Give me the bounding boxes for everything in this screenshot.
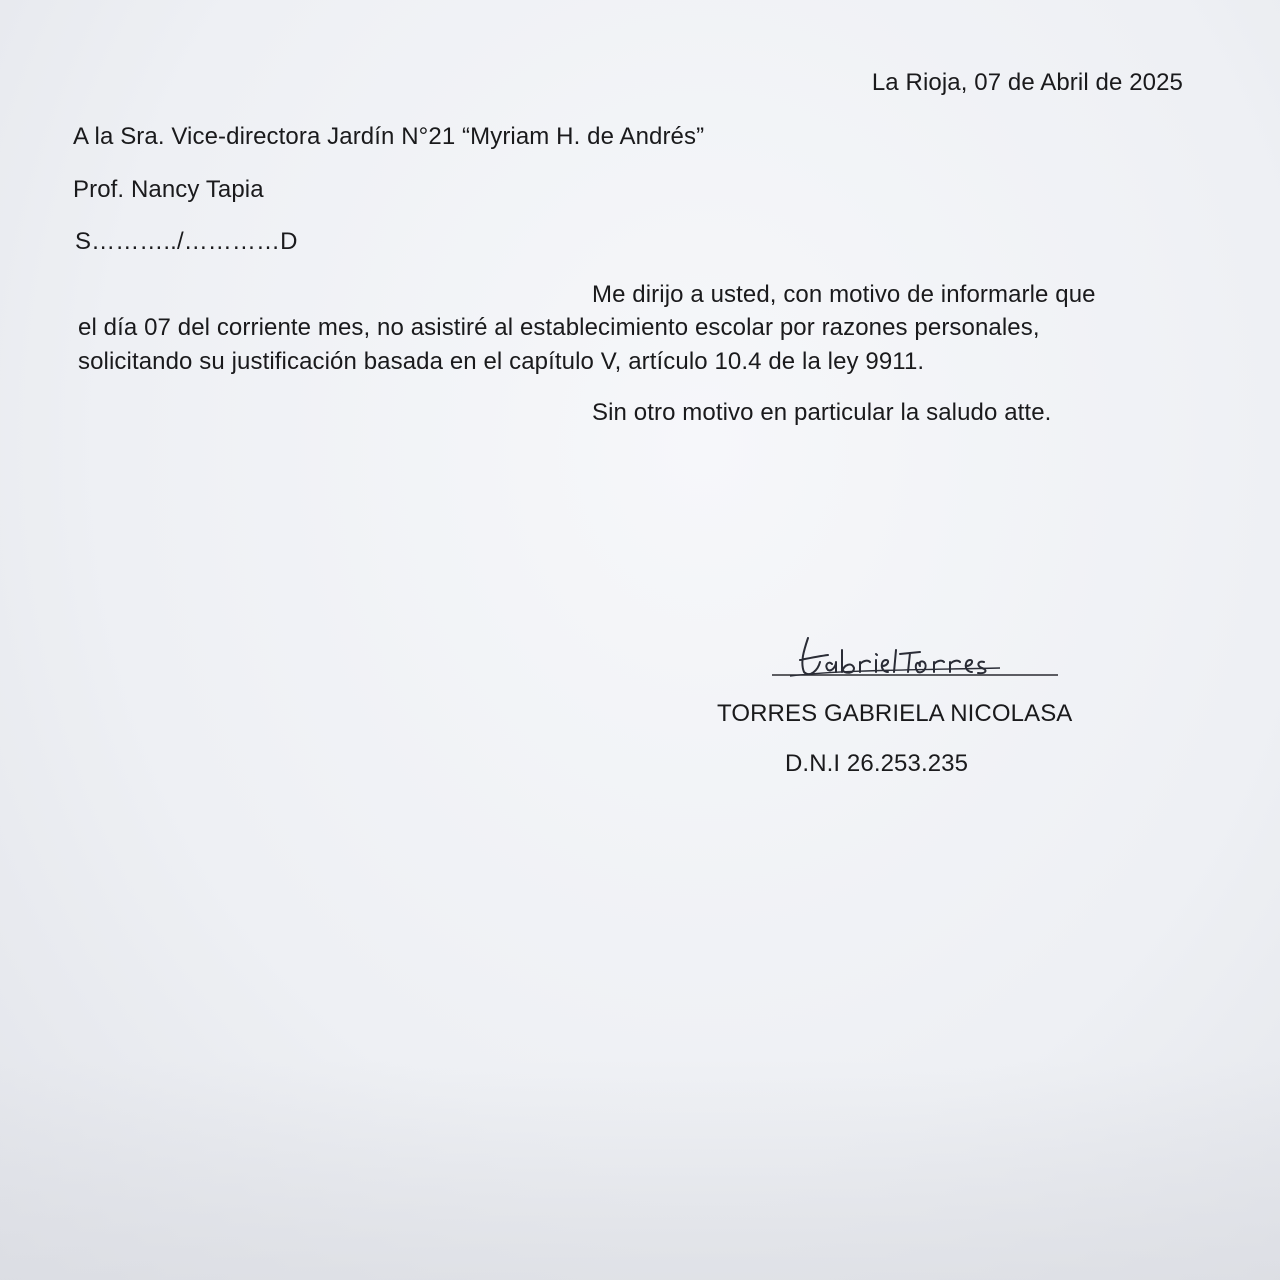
place-date: La Rioja, 07 de Abril de 2025 — [871, 69, 1183, 96]
salutation: S………../…………D — [75, 228, 298, 255]
handwritten-signature — [770, 620, 1070, 690]
body-paragraph-line-3: solicitando su justificación basada en el capítulo V, artículo 10.4 de la ley 9911. — [78, 348, 925, 375]
body-paragraph-line-1: Me dirijo a usted, con motivo de informarle que — [592, 281, 1096, 308]
body-paragraph-line-2: el día 07 del corriente mes, no asistiré al establecimiento escolar por razones personales, — [78, 314, 1040, 341]
addressee-line: A la Sra. Vice-directora Jardín N°21 “Myriam H. de Andrés” — [73, 123, 705, 150]
signer-name: TORRES GABRIELA NICOLASA — [717, 700, 1073, 727]
addressee-name: Prof. Nancy Tapia — [73, 176, 264, 203]
paper-shadow — [0, 1060, 1280, 1280]
closing-line: Sin otro motivo en particular la saludo atte. — [592, 399, 1052, 426]
signer-dni: D.N.I 26.253.235 — [785, 750, 969, 777]
